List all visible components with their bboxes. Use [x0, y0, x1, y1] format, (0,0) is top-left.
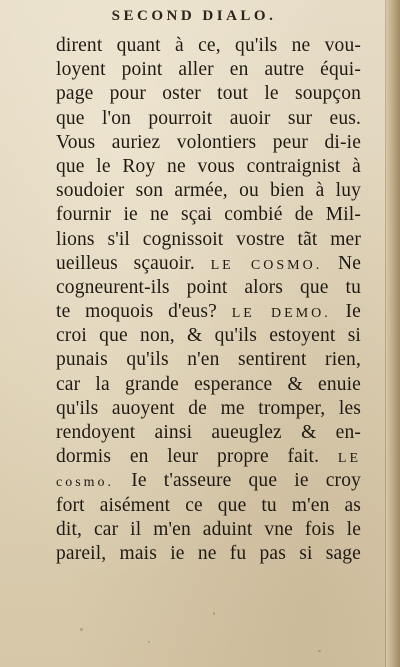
text-line-with-speaker	[56, 252, 361, 276]
text-line: punais qu'ils n'en sentirent rien,	[56, 349, 361, 371]
text-line: soudoier son armée, ou bien à luy	[56, 180, 361, 202]
text-line: page pour oster tout le soupçon	[56, 83, 361, 105]
text-line: qu'ils auoyent de me tromper, les	[56, 397, 361, 419]
text-line: que le Roy ne vous contraignist à	[56, 155, 361, 177]
text-line: Vous auriez volontiers peur di-ie	[56, 131, 361, 153]
text-fragment: ueilleus sçauoir.	[56, 252, 195, 274]
text-line: dirent quant à ce, qu'ils ne vou-	[56, 35, 361, 56]
text-line: croi que non, & qu'ils estoyent si	[56, 325, 361, 347]
text-line: lions s'il cognissoit vostre tãt mer	[56, 228, 361, 250]
text-line: pareil, mais ie ne fu pas si sage	[56, 542, 361, 564]
text-line-with-speaker	[56, 445, 361, 469]
text-line: car la grande esperance & enuie	[56, 373, 361, 395]
text-fragment: dormis en leur propre fait.	[56, 446, 320, 468]
text-line: fournir ie ne sçai combié de Mil-	[56, 204, 361, 226]
text-line: loyent point aller en autre équi-	[56, 59, 361, 81]
page-gutter	[386, 0, 400, 667]
paper-speck	[148, 641, 150, 643]
text-line: dit, car il m'en aduint vne fois le	[56, 518, 361, 540]
paper-speck	[80, 628, 83, 631]
text-line: cogneurent-ils point alors que tu	[56, 276, 361, 298]
text-fragment: te moquois d'eus?	[56, 301, 217, 323]
page-body-text	[56, 34, 361, 566]
text-line-with-speaker	[56, 300, 361, 324]
text-line-with-speaker	[56, 469, 361, 493]
text-fragment: Ie t'asseure que ie croy	[131, 470, 361, 492]
speaker-label: cosmo.	[56, 475, 115, 491]
text-line: fort aisément ce que tu m'en as	[56, 494, 361, 516]
paper-speck	[213, 612, 215, 615]
speaker-label: LE COSMO.	[210, 257, 323, 273]
text-line: que l'on pourroit auoir sur eus.	[56, 107, 361, 129]
running-head: SECOND DIALO.	[111, 8, 277, 24]
speaker-label: LE	[337, 451, 361, 467]
text-fragment: Ne	[337, 252, 361, 274]
text-fragment: Ie	[345, 301, 361, 323]
speaker-label: LE DEMO.	[231, 306, 331, 322]
text-line: rendoyent ainsi aueuglez & en-	[56, 422, 361, 443]
paper-speck	[318, 650, 321, 652]
